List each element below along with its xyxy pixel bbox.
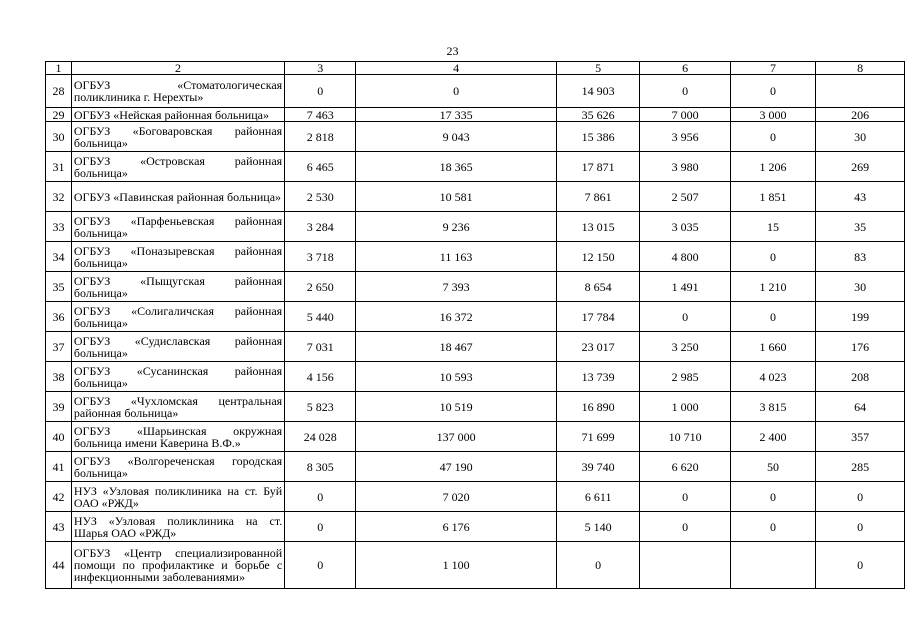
value-cell: 7 393 <box>356 272 557 302</box>
value-cell: 0 <box>640 302 731 332</box>
institution-name: ОГБУЗ «Поназыревская районная больница» <box>71 242 284 272</box>
value-cell: 10 710 <box>640 422 731 452</box>
value-cell: 7 020 <box>356 482 557 512</box>
value-cell: 15 <box>730 212 815 242</box>
value-cell: 9 043 <box>356 122 557 152</box>
table-row <box>46 362 905 392</box>
value-cell: 206 <box>816 108 905 122</box>
table-row <box>46 75 905 108</box>
institution-name: ОГБУЗ «Шарьинская окружная больница имени Каверина В.Ф.» <box>71 422 284 452</box>
value-cell: 3 956 <box>640 122 731 152</box>
institution-name: ОГБУЗ «Островская районная больница» <box>71 152 284 182</box>
value-cell: 47 190 <box>356 452 557 482</box>
value-cell: 6 611 <box>556 482 639 512</box>
value-cell: 4 156 <box>285 362 356 392</box>
row-number: 28 <box>46 75 72 108</box>
value-cell: 5 440 <box>285 302 356 332</box>
value-cell: 10 519 <box>356 392 557 422</box>
row-number: 40 <box>46 422 72 452</box>
page-number: 23 <box>446 44 459 58</box>
institution-name: ОГБУЗ «Волгореченская городская больница» <box>71 452 284 482</box>
value-cell: 176 <box>816 332 905 362</box>
institution-name: ОГБУЗ «Центр специализированной помощи по профилактике и борьбе с инфекционными заболеваниями» <box>71 542 284 589</box>
header-cell: 5 <box>556 62 639 75</box>
value-cell: 10 581 <box>356 182 557 212</box>
value-cell: 0 <box>730 75 815 108</box>
value-cell: 14 903 <box>556 75 639 108</box>
row-number: 32 <box>46 182 72 212</box>
value-cell: 7 463 <box>285 108 356 122</box>
value-cell: 0 <box>556 542 639 589</box>
value-cell: 0 <box>730 512 815 542</box>
row-number: 30 <box>46 122 72 152</box>
table-row <box>46 482 905 512</box>
value-cell: 0 <box>640 482 731 512</box>
value-cell: 0 <box>285 75 356 108</box>
value-cell: 11 163 <box>356 242 557 272</box>
row-number: 39 <box>46 392 72 422</box>
value-cell: 0 <box>816 542 905 589</box>
value-cell: 7 000 <box>640 108 731 122</box>
value-cell: 16 372 <box>356 302 557 332</box>
value-cell: 0 <box>285 512 356 542</box>
value-cell: 3 250 <box>640 332 731 362</box>
table-row <box>46 212 905 242</box>
table-row <box>46 272 905 302</box>
institution-name: ОГБУЗ «Павинская районная больница» <box>71 182 284 212</box>
header-cell: 7 <box>730 62 815 75</box>
value-cell <box>816 75 905 108</box>
value-cell: 8 305 <box>285 452 356 482</box>
value-cell: 4 023 <box>730 362 815 392</box>
value-cell: 1 660 <box>730 332 815 362</box>
institution-name: ОГБУЗ «Солигаличская районная больница» <box>71 302 284 332</box>
value-cell: 0 <box>285 542 356 589</box>
value-cell: 0 <box>285 482 356 512</box>
value-cell: 18 467 <box>356 332 557 362</box>
value-cell: 269 <box>816 152 905 182</box>
row-number: 34 <box>46 242 72 272</box>
value-cell <box>640 542 731 589</box>
value-cell: 137 000 <box>356 422 557 452</box>
value-cell: 3 815 <box>730 392 815 422</box>
header-cell: 4 <box>356 62 557 75</box>
value-cell: 4 800 <box>640 242 731 272</box>
header-cell: 8 <box>816 62 905 75</box>
row-number: 33 <box>46 212 72 242</box>
value-cell: 23 017 <box>556 332 639 362</box>
row-number: 29 <box>46 108 72 122</box>
value-cell: 0 <box>730 302 815 332</box>
value-cell: 12 150 <box>556 242 639 272</box>
institution-name: ОГБУЗ «Стоматологическая поликлиника г. Нерехты» <box>71 75 284 108</box>
table-row <box>46 452 905 482</box>
value-cell: 39 740 <box>556 452 639 482</box>
value-cell: 0 <box>730 122 815 152</box>
value-cell: 30 <box>816 122 905 152</box>
value-cell: 2 818 <box>285 122 356 152</box>
institution-name: НУЗ «Узловая поликлиника на ст. Буй ОАО «РЖД» <box>71 482 284 512</box>
value-cell: 17 335 <box>356 108 557 122</box>
value-cell: 64 <box>816 392 905 422</box>
value-cell: 0 <box>356 75 557 108</box>
table-row <box>46 332 905 362</box>
value-cell: 3 718 <box>285 242 356 272</box>
value-cell: 71 699 <box>556 422 639 452</box>
value-cell: 0 <box>730 242 815 272</box>
value-cell: 16 890 <box>556 392 639 422</box>
table-row <box>46 108 905 122</box>
header-cell: 1 <box>46 62 72 75</box>
value-cell <box>730 542 815 589</box>
value-cell: 3 000 <box>730 108 815 122</box>
value-cell: 3 035 <box>640 212 731 242</box>
value-cell: 208 <box>816 362 905 392</box>
value-cell: 0 <box>816 482 905 512</box>
value-cell: 3 980 <box>640 152 731 182</box>
value-cell: 8 654 <box>556 272 639 302</box>
row-number: 35 <box>46 272 72 302</box>
value-cell: 0 <box>640 512 731 542</box>
header-cell: 6 <box>640 62 731 75</box>
institution-name: НУЗ «Узловая поликлиника на ст. Шарья ОАО «РЖД» <box>71 512 284 542</box>
value-cell: 199 <box>816 302 905 332</box>
table-row <box>46 422 905 452</box>
table-row <box>46 302 905 332</box>
row-number: 41 <box>46 452 72 482</box>
value-cell: 13 015 <box>556 212 639 242</box>
value-cell: 30 <box>816 272 905 302</box>
table-row <box>46 152 905 182</box>
table-row <box>46 542 905 589</box>
value-cell: 10 593 <box>356 362 557 392</box>
institution-name: ОГБУЗ «Чухломская центральная районная больница» <box>71 392 284 422</box>
table-row <box>46 512 905 542</box>
value-cell: 18 365 <box>356 152 557 182</box>
institution-name: ОГБУЗ «Пыщугская районная больница» <box>71 272 284 302</box>
value-cell: 1 210 <box>730 272 815 302</box>
value-cell: 1 491 <box>640 272 731 302</box>
value-cell: 6 176 <box>356 512 557 542</box>
table-row <box>46 182 905 212</box>
value-cell: 0 <box>640 75 731 108</box>
header-row <box>46 62 905 75</box>
value-cell: 5 823 <box>285 392 356 422</box>
value-cell: 2 530 <box>285 182 356 212</box>
value-cell: 9 236 <box>356 212 557 242</box>
value-cell: 50 <box>730 452 815 482</box>
value-cell: 2 507 <box>640 182 731 212</box>
table-row <box>46 392 905 422</box>
value-cell: 285 <box>816 452 905 482</box>
value-cell: 2 985 <box>640 362 731 392</box>
value-cell: 17 784 <box>556 302 639 332</box>
value-cell: 2 400 <box>730 422 815 452</box>
data-table <box>45 61 905 589</box>
institution-name: ОГБУЗ «Нейская районная больница» <box>71 108 284 122</box>
header-cell: 2 <box>71 62 284 75</box>
row-number: 42 <box>46 482 72 512</box>
row-number: 38 <box>46 362 72 392</box>
value-cell: 357 <box>816 422 905 452</box>
value-cell: 17 871 <box>556 152 639 182</box>
value-cell: 0 <box>730 482 815 512</box>
value-cell: 35 <box>816 212 905 242</box>
value-cell: 15 386 <box>556 122 639 152</box>
institution-name: ОГБУЗ «Боговаровская районная больница» <box>71 122 284 152</box>
value-cell: 1 000 <box>640 392 731 422</box>
row-number: 31 <box>46 152 72 182</box>
value-cell: 7 861 <box>556 182 639 212</box>
value-cell: 3 284 <box>285 212 356 242</box>
value-cell: 6 465 <box>285 152 356 182</box>
value-cell: 2 650 <box>285 272 356 302</box>
row-number: 37 <box>46 332 72 362</box>
value-cell: 0 <box>816 512 905 542</box>
value-cell: 43 <box>816 182 905 212</box>
header-cell: 3 <box>285 62 356 75</box>
value-cell: 6 620 <box>640 452 731 482</box>
table-row <box>46 122 905 152</box>
value-cell: 1 100 <box>356 542 557 589</box>
value-cell: 1 851 <box>730 182 815 212</box>
value-cell: 7 031 <box>285 332 356 362</box>
institution-name: ОГБУЗ «Сусанинская районная больница» <box>71 362 284 392</box>
value-cell: 1 206 <box>730 152 815 182</box>
institution-name: ОГБУЗ «Судиславская районная больница» <box>71 332 284 362</box>
row-number: 36 <box>46 302 72 332</box>
value-cell: 35 626 <box>556 108 639 122</box>
value-cell: 83 <box>816 242 905 272</box>
value-cell: 13 739 <box>556 362 639 392</box>
value-cell: 24 028 <box>285 422 356 452</box>
row-number: 43 <box>46 512 72 542</box>
value-cell: 5 140 <box>556 512 639 542</box>
row-number: 44 <box>46 542 72 589</box>
table-row <box>46 242 905 272</box>
institution-name: ОГБУЗ «Парфеньевская районная больница» <box>71 212 284 242</box>
